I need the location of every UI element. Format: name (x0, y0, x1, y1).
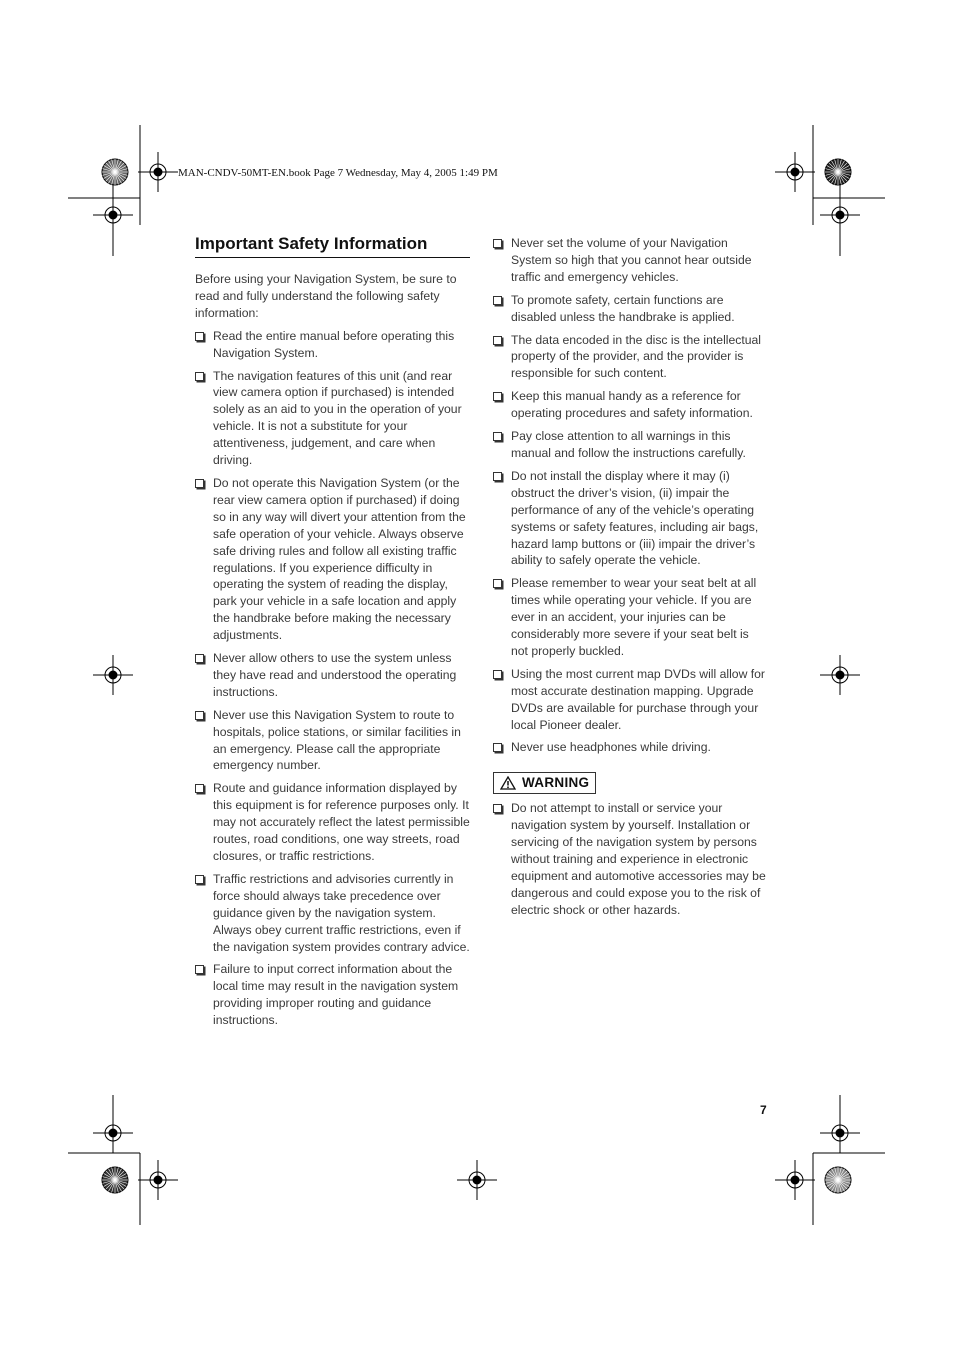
file-info-header: MAN-CNDV-50MT-EN.book Page 7 Wednesday, May 4, 2005 1:49 PM (178, 167, 498, 179)
checkbox-bullet-icon (195, 965, 204, 974)
checkbox-bullet-icon (195, 479, 204, 488)
list-item-text: Do not operate this Navigation System (or the rear view camera option if purchased) if doing so in any way will divert your attention from the safe operation of your vehicle. Always observe safe driving rules and follow all existing traffic regulations. If you experience difficulty in operating the system of reading the display, park your vehicle in a safe location and apply the handbrake before making the necessary adjustments. (213, 475, 466, 643)
checkbox-bullet-icon (493, 670, 502, 679)
checkbox-bullet-icon (493, 472, 502, 481)
list-item-text: Never use this Navigation System to route to hospitals, police stations, or similar facilities in an emergency. Please call the appropriate emergency number. (213, 707, 461, 773)
list-item-text: The navigation features of this unit (and rear view camera option if purchased) is intended solely as an aid to you in the operation of your vehicle. It is not a substitute for your attentiveness, judgement, and care when driving. (213, 368, 462, 468)
list-item-text: Using the most current map DVDs will allow for most accurate destination mapping. Upgrade DVDs are available for purchase through your local Pioneer dealer. (511, 666, 765, 732)
checkbox-bullet-icon (493, 239, 502, 248)
list-item-text: Failure to input correct information about the local time may result in the navigation system providing improper routing and guidance instructions. (213, 962, 459, 1028)
list-item-text: Traffic restrictions and advisories currently in force should always take precedence over guidance given by the navigation system. Always obey current traffic restrictions, even if the navigation system provides contrary advice. (213, 871, 470, 954)
left-column (195, 271, 470, 1035)
list-item (493, 575, 768, 660)
checkbox-bullet-icon (195, 875, 204, 884)
warning-triangle-icon (500, 776, 516, 790)
list-item (493, 292, 768, 326)
list-item-text: The data encoded in the disc is the intellectual property of the provider, and the provider is responsible for such content. (511, 332, 762, 381)
list-item-text: Read the entire manual before operating this Navigation System. (213, 328, 455, 360)
warning-bullet-list (493, 800, 768, 918)
list-item-text: Do not attempt to install or service your navigation system by yourself. Installation or servicing of the navigation system by persons without training and experience in electronic equipment and automotive accessories may be dangerous and could expose you to the risk of electric shock or other hazards. (511, 801, 766, 917)
list-item-text: To promote safety, certain functions are disabled unless the handbrake is applied. (511, 292, 735, 324)
warning-label: WARNING (522, 774, 590, 790)
list-item (195, 780, 470, 865)
checkbox-bullet-icon (493, 392, 502, 401)
list-item (195, 871, 470, 956)
list-item (493, 388, 768, 422)
right-column (493, 235, 768, 925)
list-item (195, 475, 470, 644)
list-item-text: Pay close attention to all warnings in this manual and follow the instructions carefully. (511, 429, 746, 460)
checkbox-bullet-icon (493, 743, 502, 752)
list-item (493, 235, 768, 286)
checkbox-bullet-icon (493, 296, 502, 305)
page-number: 7 (760, 1103, 767, 1117)
list-item-text: Never set the volume of your Navigation System so high that you cannot hear outside traffic and emergency vehicles. (511, 236, 752, 284)
list-item (493, 428, 768, 462)
list-item (195, 368, 470, 469)
list-item-text: Route and guidance information displayed by this equipment is for reference purposes only. It may not accurately reflect the latest permissible routes, road conditions, one way streets, road closures, or traffic restrictions. (213, 781, 470, 863)
list-item (195, 961, 470, 1029)
checkbox-bullet-icon (493, 579, 502, 588)
list-item (493, 666, 768, 734)
list-item (195, 328, 470, 362)
left-bullet-list (195, 328, 470, 1029)
section-title: Important Safety Information (195, 234, 470, 258)
checkbox-bullet-icon (195, 372, 204, 381)
checkbox-bullet-icon (493, 432, 502, 441)
list-item (195, 650, 470, 701)
list-item (493, 739, 768, 756)
checkbox-bullet-icon (195, 784, 204, 793)
checkbox-bullet-icon (195, 332, 204, 341)
list-item (195, 707, 470, 775)
checkbox-bullet-icon (195, 711, 204, 720)
list-item (493, 332, 768, 383)
list-item-text: Keep this manual handy as a reference for operating procedures and safety information. (511, 389, 753, 421)
list-item-text: Do not install the display where it may (i) obstruct the driver’s vision, (ii) impair the performance of any of the vehicle’s operating systems or safety features, including air bags, hazard lamp buttons or (iii) impair the driver’s ability to safely operate the vehicle. (511, 468, 759, 568)
checkbox-bullet-icon (493, 804, 502, 813)
list-item-text: Never use headphones while driving. (511, 740, 711, 755)
list-item (493, 468, 768, 569)
checkbox-bullet-icon (195, 654, 204, 663)
list-item-text: Never allow others to use the system unless they have read and understood the operating instructions. (213, 651, 457, 699)
warning-heading (493, 772, 596, 794)
checkbox-bullet-icon (493, 336, 502, 345)
list-item (493, 800, 768, 918)
intro-paragraph: Before using your Navigation System, be sure to read and fully understand the following safety information: (195, 272, 457, 320)
list-item-text: Please remember to wear your seat belt at all times while operating your vehicle. If you are ever in an accident, your injuries can be considerably more severe if your seat belt is not properly buckled. (511, 576, 757, 658)
right-bullet-list (493, 235, 768, 756)
